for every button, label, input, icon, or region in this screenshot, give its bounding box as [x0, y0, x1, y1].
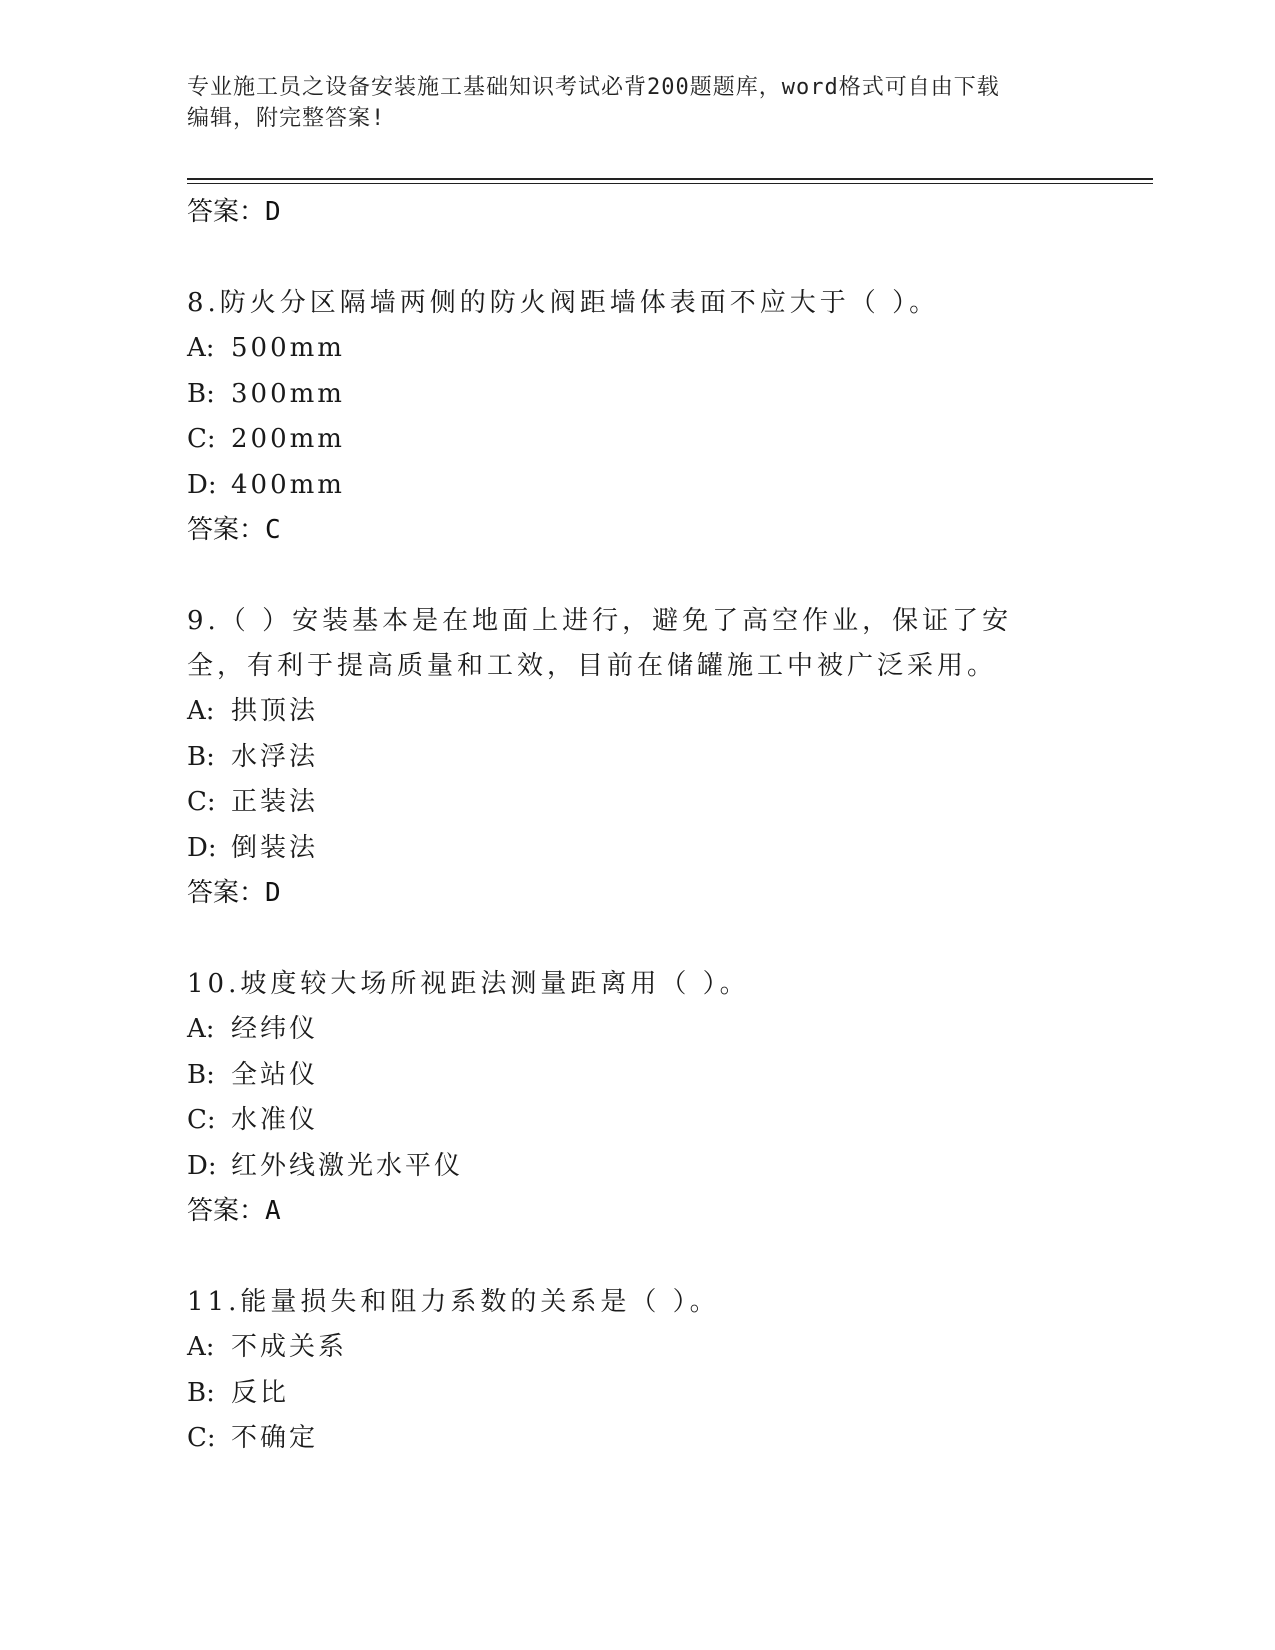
header-divider-thin	[187, 183, 1153, 184]
option-text: 反比	[231, 1377, 290, 1408]
option-key: B:	[187, 378, 215, 409]
option-text: 200mm	[231, 424, 345, 454]
option-text: 500mm	[231, 333, 345, 363]
question-text: 9.（ ）安装基本是在地面上进行，避免了高空作业，保证了安全，有利于提高质量和工效，目前在储罐施工中被广泛采用。	[187, 606, 1013, 681]
option-key: D:	[187, 1150, 217, 1181]
option-text: 倒装法	[231, 832, 319, 863]
document-header	[187, 72, 1067, 134]
answer-option	[187, 1007, 1087, 1053]
option-key: D:	[187, 469, 217, 500]
answer-label: 答案：	[187, 515, 266, 545]
answer-value: D	[265, 878, 281, 908]
answer-option	[187, 1144, 1087, 1190]
header-line-1: 专业施工员之设备安装施工基础知识考试必背200题题库，word格式可自由下载	[187, 75, 1000, 100]
option-text: 拱顶法	[231, 696, 319, 726]
option-key: C:	[187, 1423, 216, 1453]
answer-label: 答案：	[187, 1196, 266, 1226]
answer-value: A	[265, 1196, 281, 1226]
question-text: 8.防火分区隔墙两侧的防火阀距墙体表面不应大于（ ）。	[187, 288, 940, 318]
option-key: B:	[187, 741, 215, 772]
option-key: D:	[187, 832, 217, 863]
spacer	[187, 234, 1087, 281]
answer-line	[187, 508, 1087, 552]
option-key: A:	[187, 1014, 215, 1044]
spacer	[187, 1233, 1087, 1280]
option-key: A:	[187, 696, 215, 726]
answer-value: D	[265, 197, 281, 227]
header-line-2: 编辑，附完整答案!	[187, 106, 386, 131]
answer-option	[187, 1371, 1087, 1417]
answer-value: C	[265, 515, 281, 545]
option-text: 水浮法	[231, 741, 319, 772]
option-key: C:	[187, 424, 216, 454]
answer-option	[187, 780, 1087, 826]
option-text: 全站仪	[231, 1059, 319, 1090]
answer-line	[187, 871, 1087, 915]
option-text: 不成关系	[231, 1332, 348, 1362]
answer-option	[187, 372, 1087, 418]
answer-option	[187, 417, 1087, 463]
question-text: 10.坡度较大场所视距法测量距离用（ ）。	[187, 969, 750, 999]
answer-option	[187, 826, 1087, 872]
answer-line	[187, 190, 1087, 234]
option-key: C:	[187, 1105, 216, 1135]
option-text: 红外线激光水平仪	[231, 1150, 464, 1181]
answer-option	[187, 326, 1087, 372]
question-text: 11.能量损失和阻力系数的关系是（ ）。	[187, 1287, 720, 1317]
answer-label: 答案：	[187, 197, 266, 227]
header-divider	[187, 178, 1153, 180]
option-key: B:	[187, 1059, 215, 1090]
option-text: 经纬仪	[231, 1014, 319, 1044]
answer-option	[187, 1325, 1087, 1371]
answer-option	[187, 735, 1087, 781]
answer-line	[187, 1189, 1087, 1233]
answer-option	[187, 689, 1087, 735]
question-list	[187, 190, 1087, 1462]
option-key: A:	[187, 1332, 215, 1362]
option-text: 300mm	[231, 378, 345, 409]
option-text: 不确定	[231, 1423, 319, 1453]
answer-option	[187, 1416, 1087, 1462]
option-key: A:	[187, 333, 215, 363]
option-key: C:	[187, 787, 216, 817]
option-text: 水准仪	[231, 1105, 319, 1135]
answer-label: 答案：	[187, 878, 266, 908]
spacer	[187, 552, 1087, 599]
option-text: 400mm	[231, 469, 345, 500]
answer-option	[187, 1053, 1087, 1099]
spacer	[187, 915, 1087, 962]
answer-option	[187, 463, 1087, 509]
option-text: 正装法	[231, 787, 319, 817]
answer-option	[187, 1098, 1087, 1144]
option-key: B:	[187, 1377, 215, 1408]
